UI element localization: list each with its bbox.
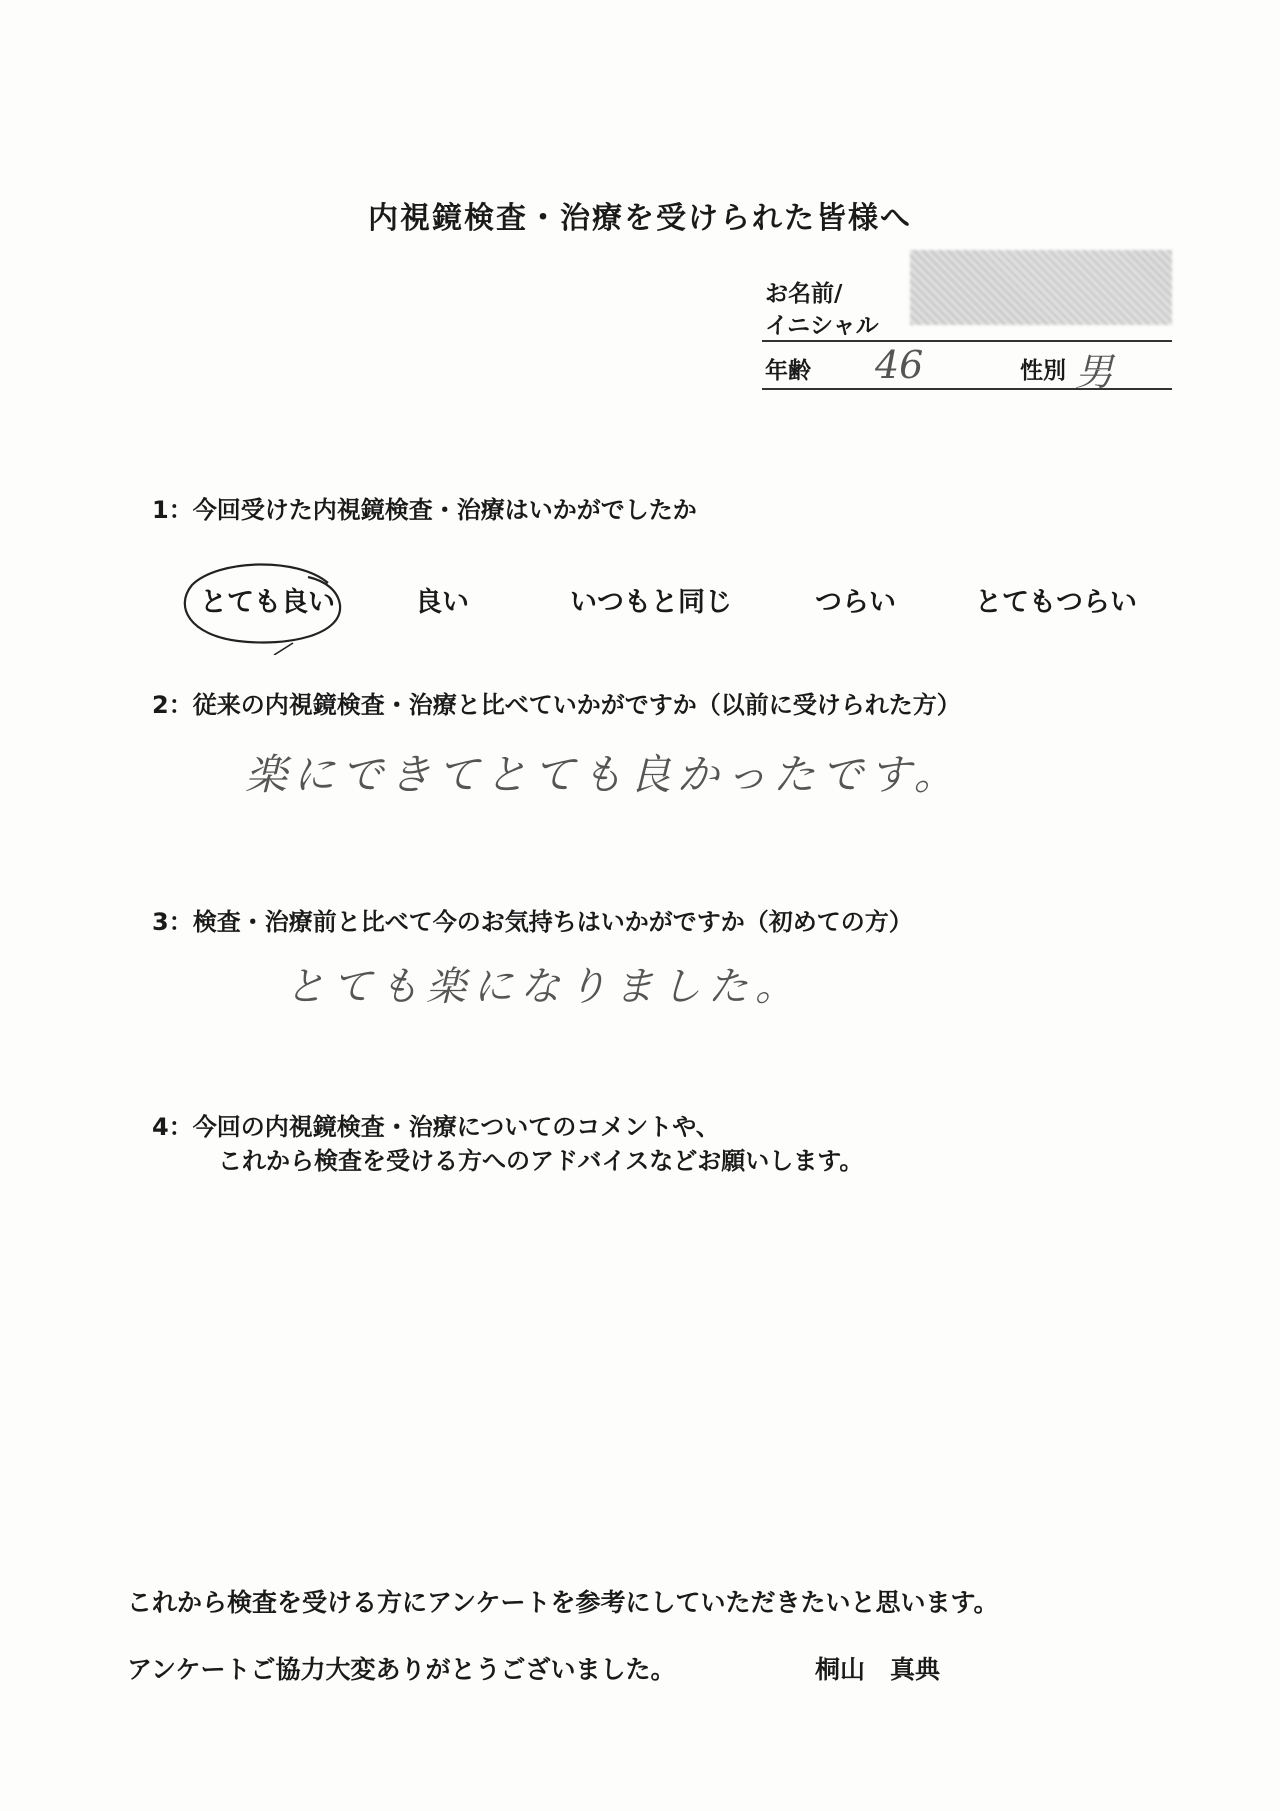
answer-2[interactable]: 楽にできてとても良かったです。 (245, 750, 962, 799)
option-very-hard[interactable]: とてもつらい (975, 587, 1137, 618)
signature: 桐山 真典 (815, 1655, 941, 1684)
question-1: 1：今回受けた内視鏡検査・治療はいかがでしたか (152, 496, 697, 524)
question-3: 3：検査・治療前と比べて今のお気持ちはいかがですか（初めての方） (152, 908, 913, 936)
page-title: 内視鏡検査・治療を受けられた皆様へ (368, 201, 912, 236)
footer-line-1: これから検査を受ける方にアンケートを参考にしていただきたいと思います。 (127, 1588, 999, 1617)
option-hard[interactable]: つらい (815, 587, 896, 618)
answer-4-area[interactable] (218, 1190, 1118, 1490)
option-very-good[interactable]: とても良い (200, 587, 335, 618)
age-label: 年齢 (765, 358, 811, 384)
age-value[interactable]: 46 (875, 343, 924, 387)
selection-circle (178, 555, 358, 655)
age-underline (762, 388, 1172, 390)
question-4-line2: これから検査を受ける方へのアドバイスなどお願いします。 (218, 1147, 864, 1175)
sex-value[interactable]: 男 (1075, 350, 1114, 394)
question-4-line1: 4：今回の内視鏡検査・治療についてのコメントや、 (152, 1113, 720, 1141)
answer-3[interactable]: とても楽になりました。 (285, 964, 802, 1010)
name-label-line1: お名前/ (765, 281, 843, 307)
sex-label: 性別 (1020, 358, 1066, 384)
question-2: 2：従来の内視鏡検査・治療と比べていかがですか（以前に受けられた方） (152, 691, 961, 719)
footer-line-2: アンケートご協力大変ありがとうございました。 (127, 1655, 676, 1684)
redacted-name-field (910, 250, 1172, 325)
name-label-line2: イニシャル (765, 313, 879, 339)
option-good[interactable]: 良い (415, 587, 469, 618)
option-same-as-usual[interactable]: いつもと同じ (570, 587, 732, 618)
